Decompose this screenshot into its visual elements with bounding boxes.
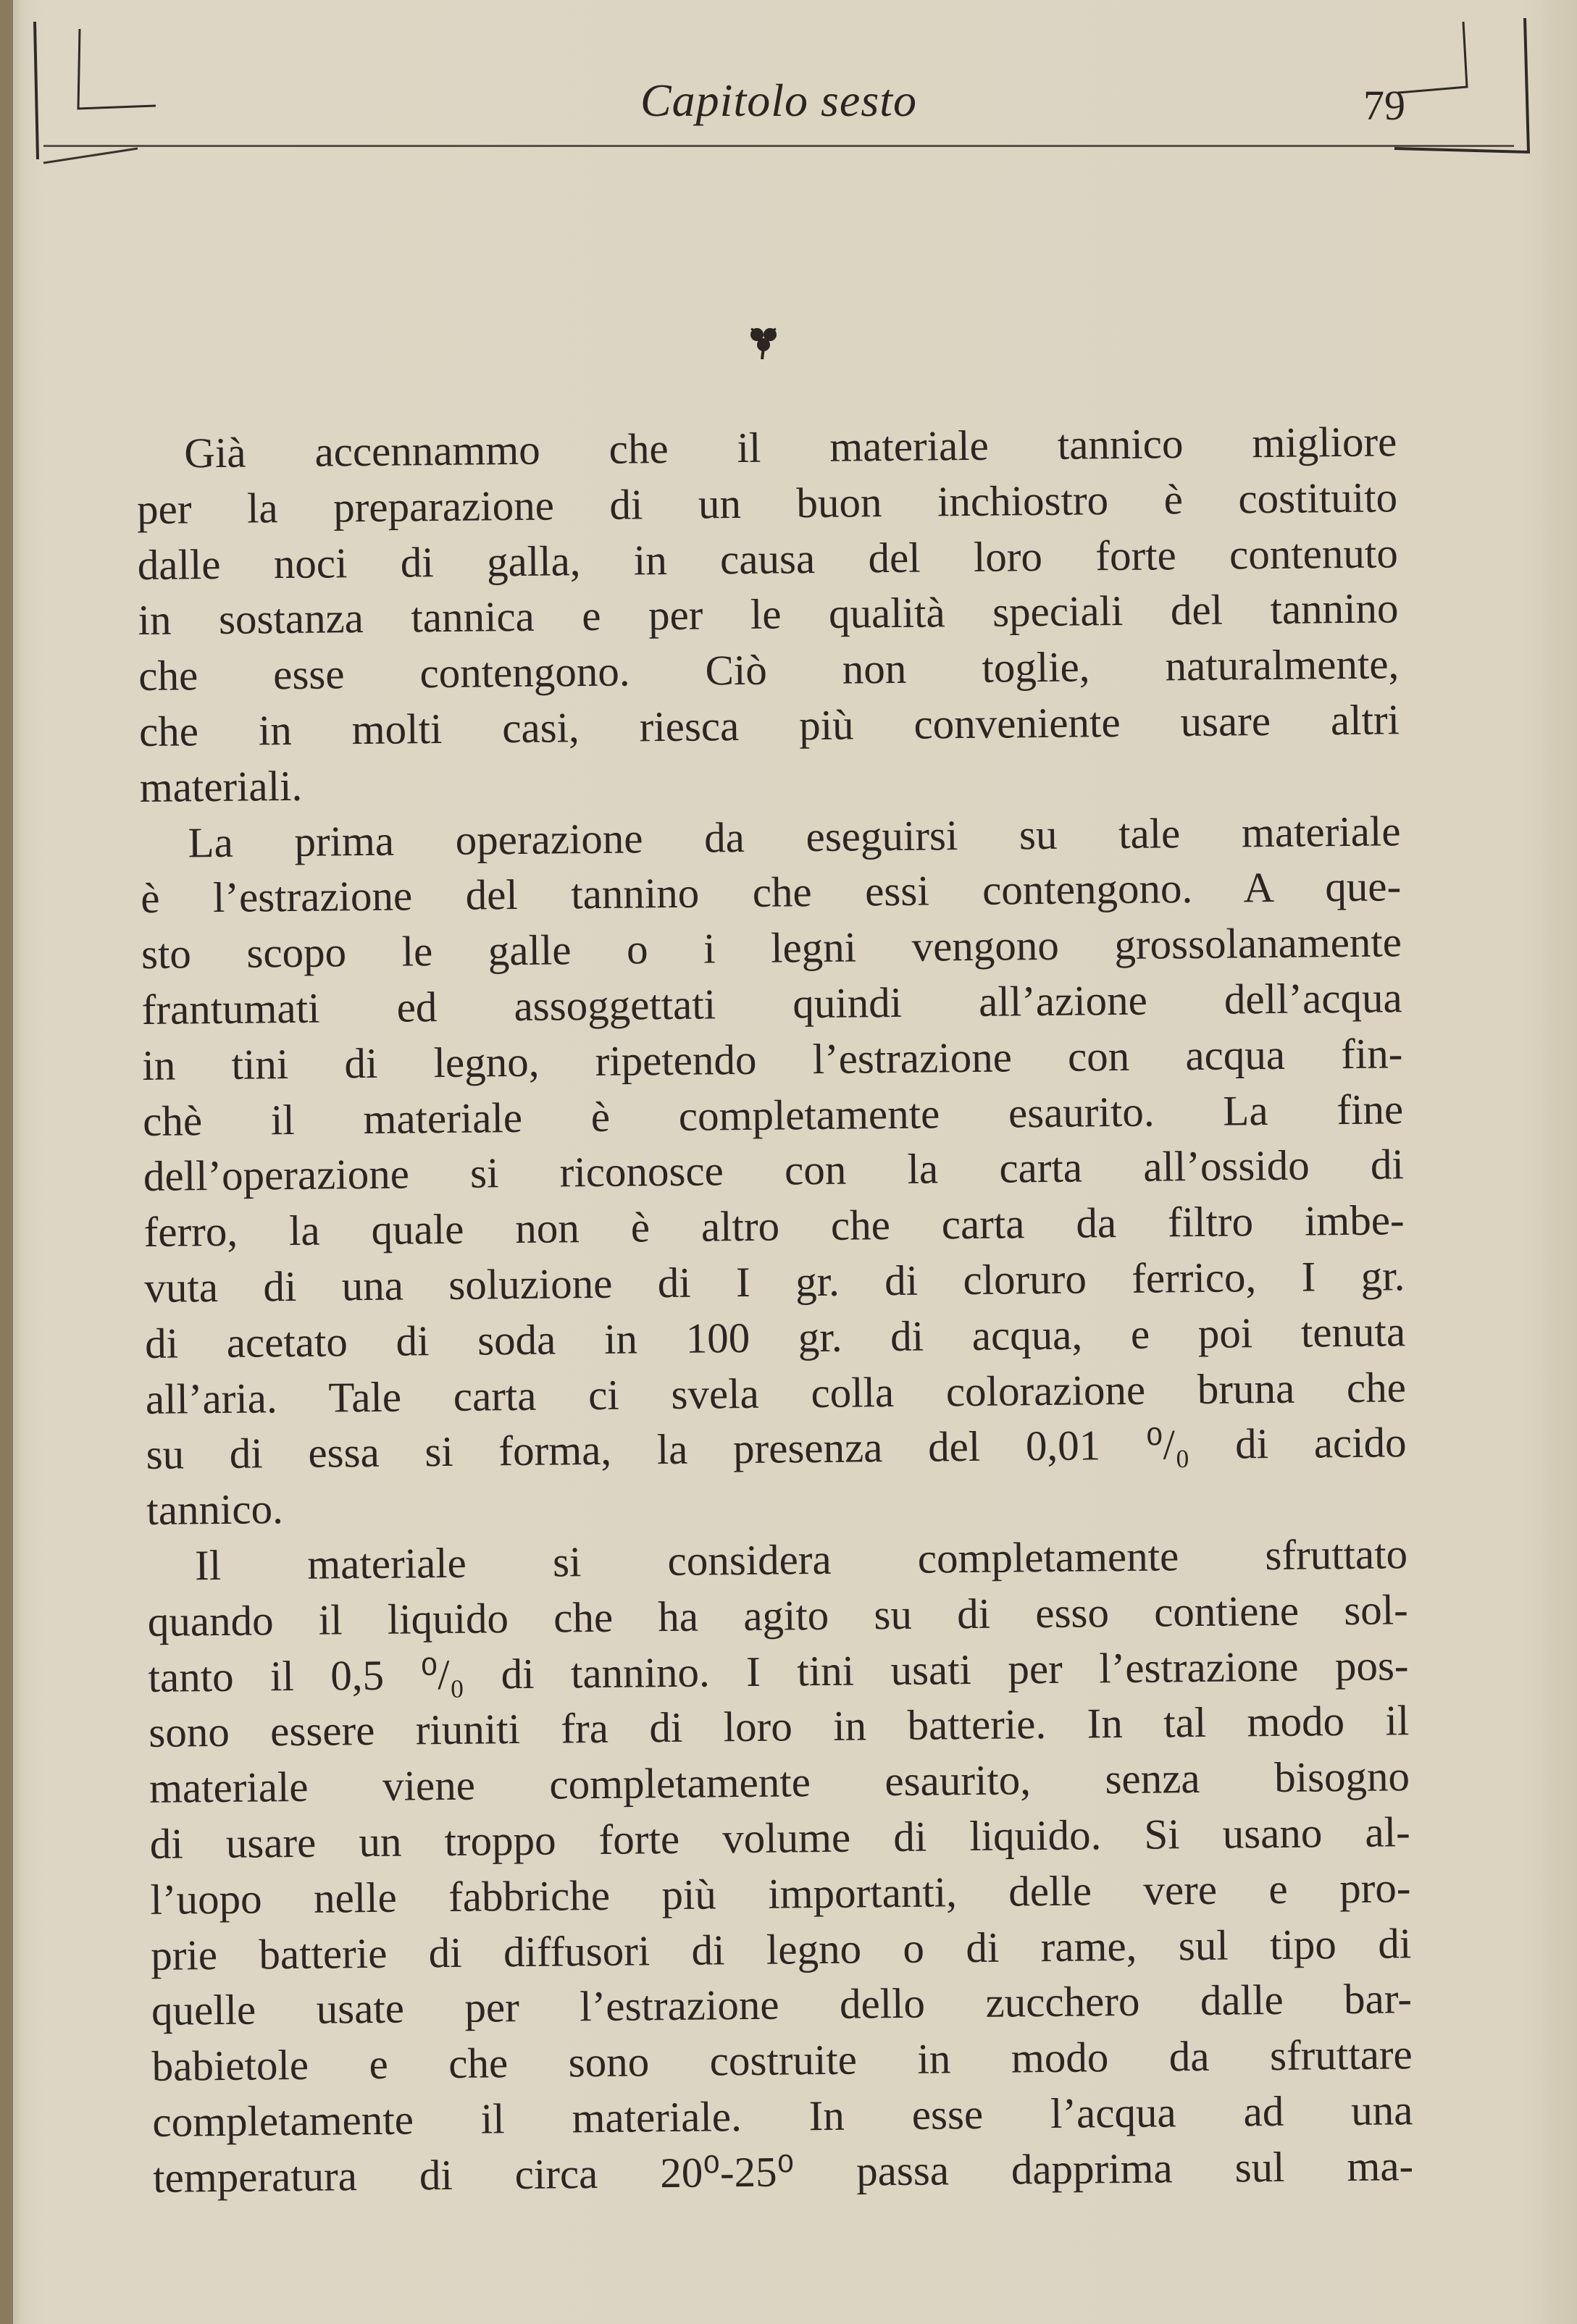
body-text xyxy=(136,414,1414,2205)
text-line: tanto il 0,5 ⁰/₀ di tannino. I tini usati per l’estrazione pos- xyxy=(148,1640,1409,1701)
page-number: 79 xyxy=(1363,82,1405,129)
text-line: completamente il materiale. In esse l’acqua ad una xyxy=(152,2086,1413,2146)
text-line: Il materiale si considera completamente sfruttato xyxy=(194,1530,1408,1590)
text-line: La prima operazione da eseguirsi su tale materiale xyxy=(188,806,1401,866)
text-line: quelle usate per l’estrazione dello zucchero dalle bar- xyxy=(151,1974,1413,2035)
text-line: per la preparazione di un buon inchiostro è costituito xyxy=(136,473,1398,533)
text-line: tannico. xyxy=(146,1485,284,1535)
text-line: all’aria. Tale carta ci svela colla colorazione bruna che xyxy=(145,1362,1407,1423)
text-line: dalle noci di galla, in causa del loro forte contenuto xyxy=(137,528,1399,589)
text-line: di usare un troppo forte volume di liquido. Si usano al- xyxy=(149,1808,1411,1868)
text-line: sto scopo le galle o i legni vengono grossolanamente xyxy=(141,918,1402,978)
running-header xyxy=(43,65,1514,152)
text-line: che in molti casi, riesca più conveniente usare altri xyxy=(138,695,1400,755)
text-line: l’uopo nelle fabbriche più importanti, delle vere e pro- xyxy=(150,1863,1411,1924)
text-line: babietole e che sono costruite in modo da sfruttare xyxy=(151,2030,1413,2091)
text-line: materiali. xyxy=(139,761,303,811)
text-line: è l’estrazione del tannino che essi contengono. A que- xyxy=(140,862,1402,923)
text-line: prie batterie di diffusori di legno o di rame, sul tipo di xyxy=(150,1918,1412,1979)
header-rule xyxy=(43,145,1514,147)
text-line: in tini di legno, ripetendo l’estrazione con acqua fin- xyxy=(142,1029,1403,1089)
text-line: di acetato di soda in 100 gr. di acqua, e poi tenuta xyxy=(144,1306,1406,1367)
text-line: materiale viene completamente esaurito, senza bisogno xyxy=(149,1752,1410,1813)
text-line: quando il liquido che ha agito su di esso contiene sol- xyxy=(147,1585,1409,1645)
text-line: Già accennammo che il materiale tannico migliore xyxy=(184,417,1397,477)
text-line: sono essere riuniti fra di loro in batterie. In tal modo il xyxy=(149,1696,1410,1757)
text-line: in sostanza tannica e per le qualità speciali del tannino xyxy=(138,584,1399,645)
book-binding-edge xyxy=(0,0,13,2324)
text-line: temperatura di circa 20⁰-25⁰ passa dapprima sul ma- xyxy=(152,2141,1414,2202)
text-line: che esse contengono. Ciò non toglie, naturalmente, xyxy=(138,639,1400,700)
text-line: dell’operazione si riconosce con la carta all’ossido di xyxy=(143,1140,1405,1201)
text-line: su di essa si forma, la presenza del 0,01 ⁰/₀ di acido xyxy=(146,1418,1407,1479)
chapter-title: Capitolo sesto xyxy=(640,75,918,126)
fleuron-icon xyxy=(743,319,786,362)
text-line: chè il materiale è completamente esaurito. La fine xyxy=(142,1084,1404,1145)
text-line: frantumati ed assoggettati quindi all’azione dell’acqua xyxy=(141,973,1402,1033)
text-line: vuta di una soluzione di I gr. di cloruro ferrico, I gr. xyxy=(144,1251,1405,1312)
text-line: ferro, la quale non è altro che carta da filtro imbe- xyxy=(143,1196,1405,1257)
